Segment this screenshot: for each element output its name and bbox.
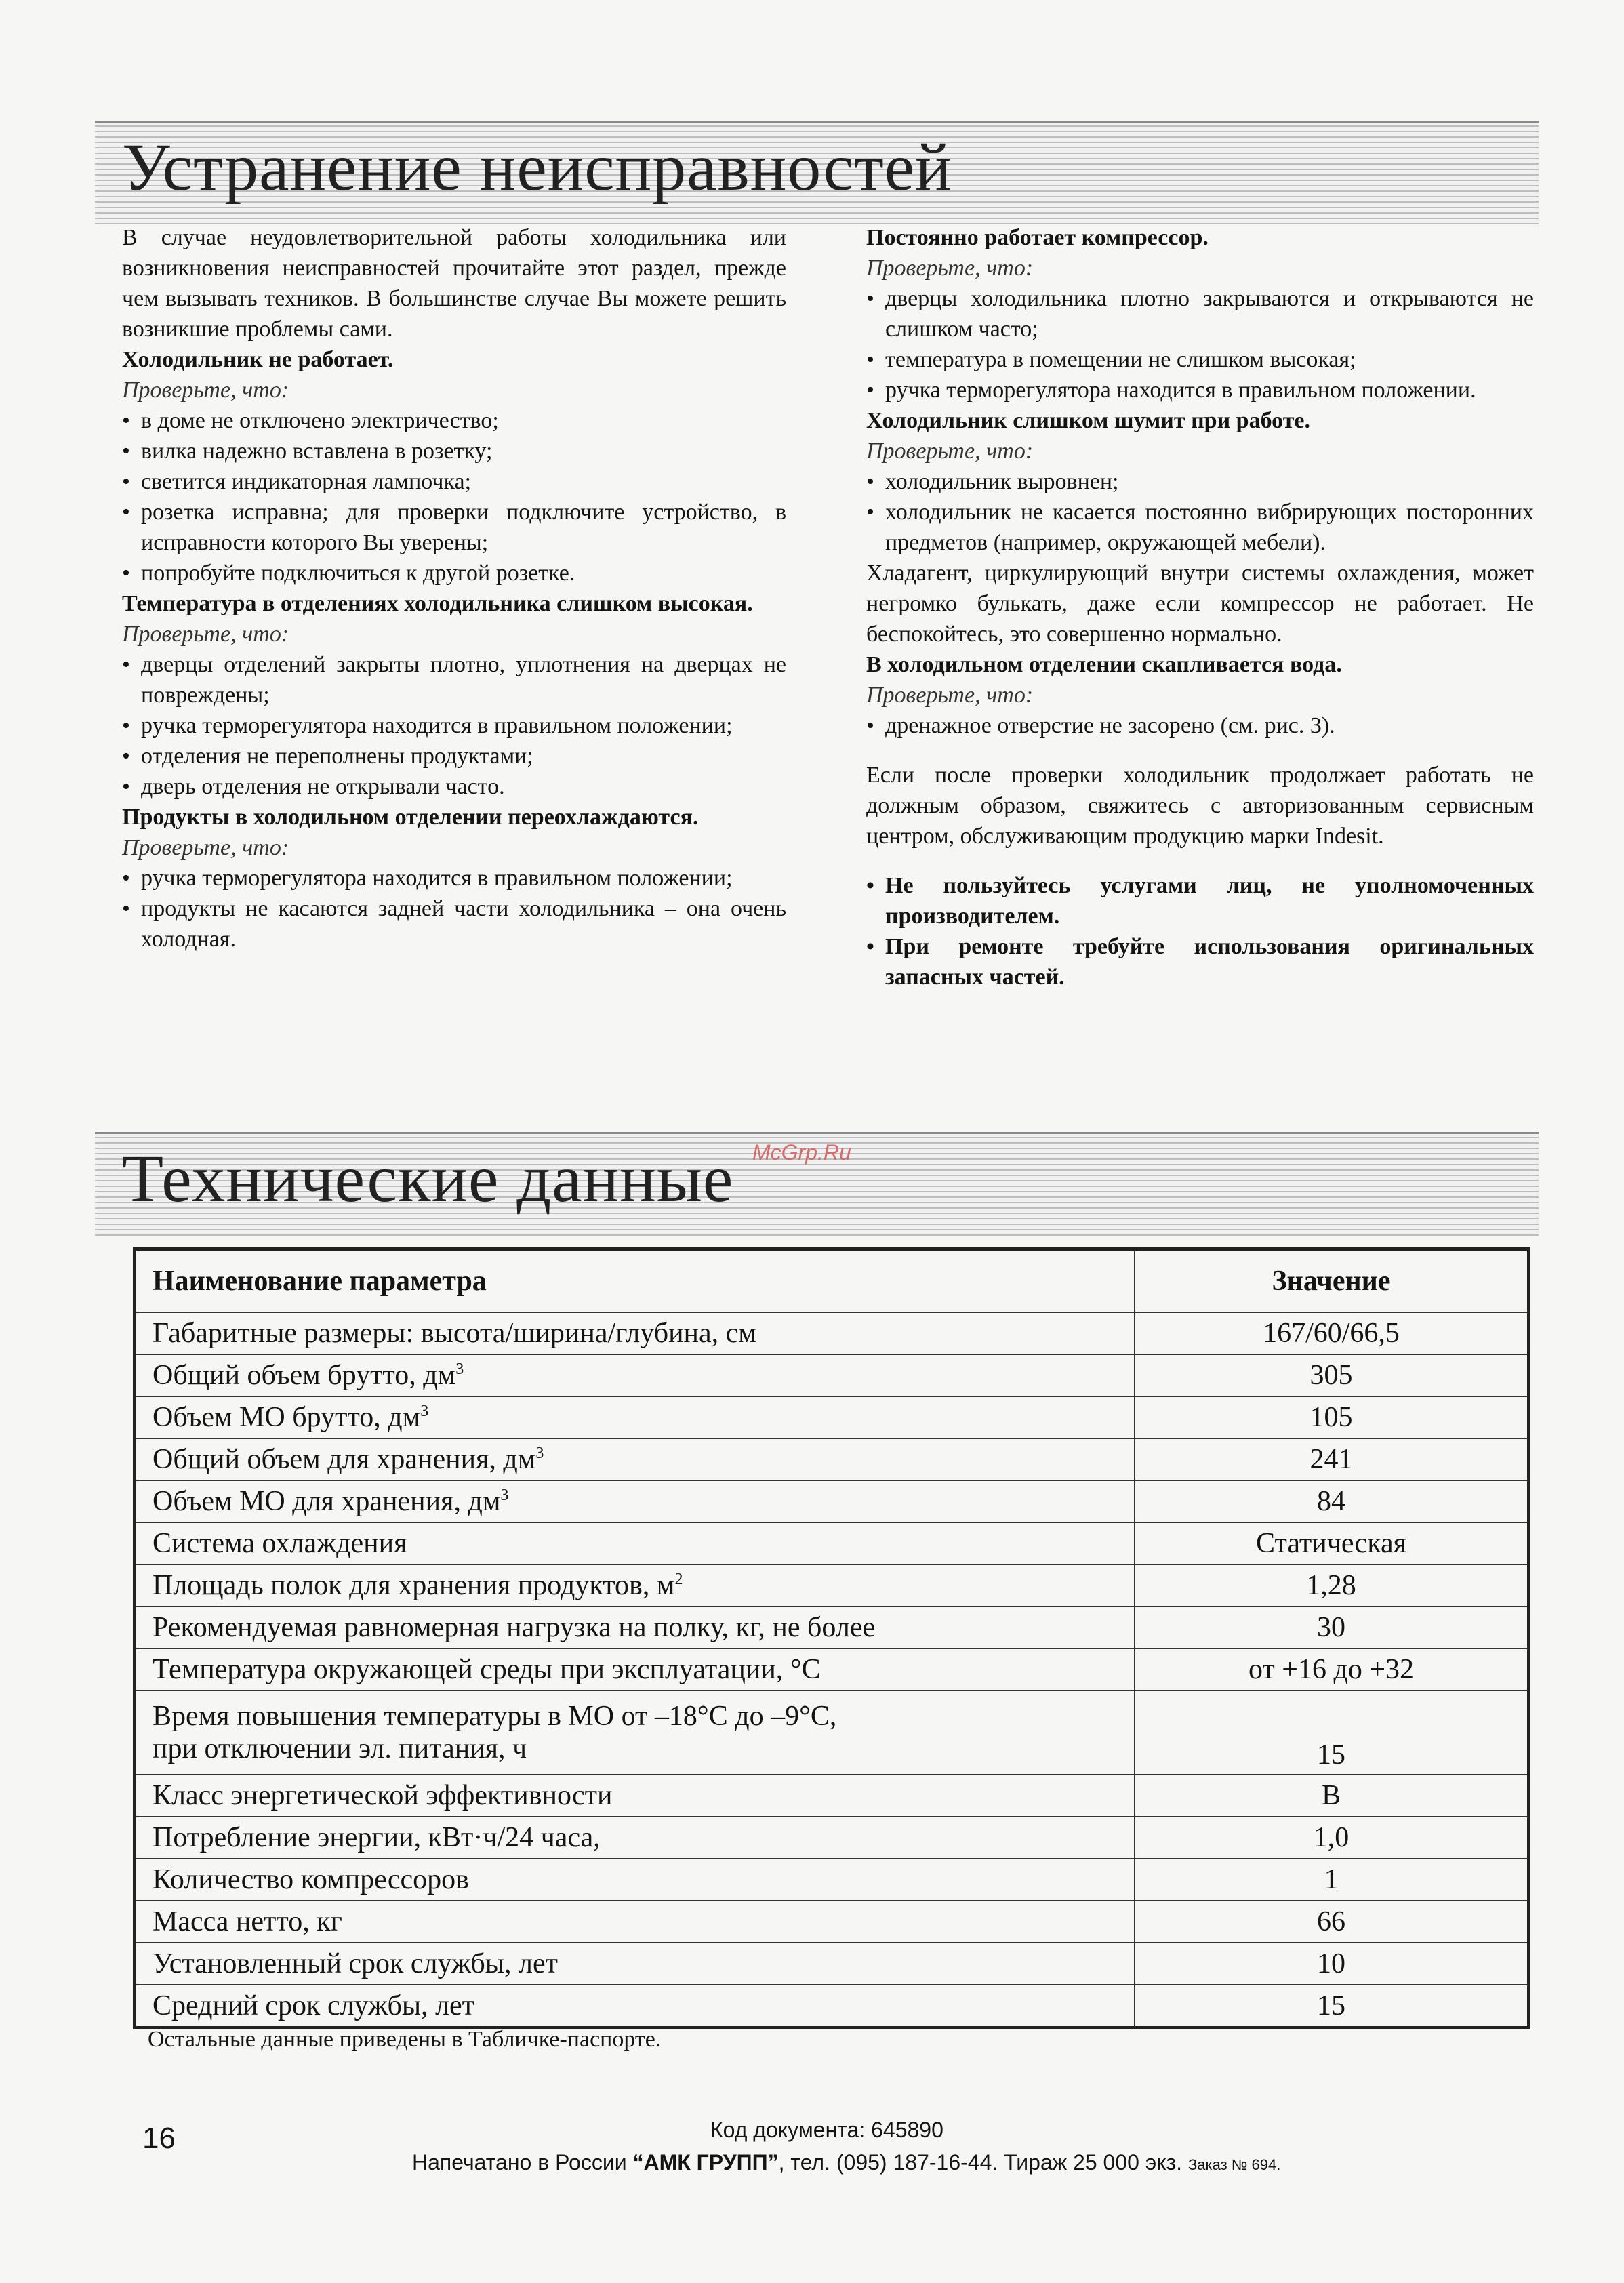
check-item: • дренажное отверстие не засорено (см. рис. 3). bbox=[866, 710, 1534, 741]
parameter-name: Площадь полок для хранения продуктов, м bbox=[153, 1570, 675, 1601]
specs-table-body bbox=[135, 1312, 1529, 2028]
check-item: • ручка терморегулятора находится в правильном положении. bbox=[866, 375, 1534, 405]
parameter-name-cell bbox=[135, 1522, 1135, 1564]
table-row bbox=[135, 1396, 1529, 1438]
parameter-unit-power: 3 bbox=[535, 1444, 544, 1462]
parameter-value: 305 bbox=[1135, 1354, 1529, 1396]
table-row bbox=[135, 1775, 1529, 1817]
table-row bbox=[135, 1901, 1529, 1943]
check-list bbox=[122, 649, 786, 802]
specs-note: Остальные данные приведены в Табличке-паспорте. bbox=[148, 2027, 662, 2052]
check-label: Проверьте, что: bbox=[122, 835, 289, 860]
parameter-name-cell bbox=[135, 1943, 1135, 1985]
check-list bbox=[866, 283, 1534, 405]
check-item: • холодильник выровнен; bbox=[866, 466, 1534, 497]
parameter-value: 84 bbox=[1135, 1480, 1529, 1522]
parameter-name: Класс энергетической эффективности bbox=[153, 1780, 613, 1811]
check-list bbox=[122, 405, 786, 588]
parameter-name: Общий объем для хранения, дм bbox=[153, 1444, 536, 1475]
problem-heading: Холодильник не работает. bbox=[122, 347, 394, 372]
parameter-value: B bbox=[1135, 1775, 1529, 1817]
parameter-name-line2: при отключении эл. питания, ч bbox=[153, 1733, 527, 1764]
check-item: • продукты не касаются задней части холодильника – она очень холодная. bbox=[122, 893, 786, 954]
table-row bbox=[135, 1817, 1529, 1859]
problem-heading: В холодильном отделении скапливается вода. bbox=[866, 652, 1342, 677]
parameter-value: 1 bbox=[1135, 1859, 1529, 1901]
parameter-name: Установленный срок службы, лет bbox=[153, 1948, 558, 1979]
parameter-name: Габаритные размеры: высота/ширина/глубина, см bbox=[153, 1318, 756, 1349]
print-organization: “АМК ГРУПП” bbox=[632, 2150, 779, 2175]
check-list bbox=[866, 466, 1534, 558]
parameter-name: Количество компрессоров bbox=[153, 1864, 469, 1895]
parameter-name-cell bbox=[135, 1859, 1135, 1901]
troubleshooting-intro: В случае неудовлетворительной работы холодильника или возникновения неисправностей прочитайте этот раздел, прежде чем вызывать техников. В большинстве случае Вы можете решить возникшие проблемы сами. bbox=[122, 225, 786, 342]
check-item: • холодильник не касается постоянно вибрирующих посторонних предметов (например, окружающей мебели). bbox=[866, 497, 1534, 558]
check-item: • дверцы холодильника плотно закрываются и открываются не слишком часто; bbox=[866, 283, 1534, 344]
table-row bbox=[135, 1985, 1529, 2028]
parameter-name-cell bbox=[135, 1312, 1135, 1354]
table-row bbox=[135, 1607, 1529, 1649]
check-label: Проверьте, что: bbox=[122, 378, 289, 403]
problem-heading: Постоянно работает компрессор. bbox=[866, 225, 1209, 250]
column-header-parameter: Наименование параметра bbox=[135, 1249, 1135, 1313]
table-row bbox=[135, 1438, 1529, 1480]
parameter-name-cell bbox=[135, 1438, 1135, 1480]
check-item: • светится индикаторная лампочка; bbox=[122, 466, 786, 497]
parameter-name: Потребление энергии, кВт·ч/24 часа, bbox=[153, 1822, 601, 1853]
parameter-name: Общий объем брутто, дм bbox=[153, 1360, 456, 1391]
parameter-unit-power: 2 bbox=[674, 1571, 683, 1588]
warning-list bbox=[866, 870, 1534, 992]
table-row bbox=[135, 1564, 1529, 1607]
parameter-name: Температура окружающей среды при эксплуатации, °С bbox=[153, 1654, 821, 1685]
check-item: • дверцы отделений закрыты плотно, уплотнения на дверцах не повреждены; bbox=[122, 649, 786, 710]
parameter-value: 241 bbox=[1135, 1438, 1529, 1480]
parameter-value: 15 bbox=[1135, 1985, 1529, 2028]
parameter-name-cell bbox=[135, 1901, 1135, 1943]
parameter-name-cell bbox=[135, 1607, 1135, 1649]
specs-title: Технические данные bbox=[122, 1141, 734, 1216]
parameter-unit-power: 3 bbox=[420, 1402, 429, 1420]
parameter-value: 30 bbox=[1135, 1607, 1529, 1649]
table-row bbox=[135, 1691, 1529, 1775]
right-sections bbox=[866, 222, 1534, 741]
parameter-value: 1,0 bbox=[1135, 1817, 1529, 1859]
parameter-name-cell bbox=[135, 1396, 1135, 1438]
check-item: • ручка терморегулятора находится в правильном положении; bbox=[122, 863, 786, 893]
check-list bbox=[122, 863, 786, 954]
parameter-name-cell bbox=[135, 1691, 1135, 1775]
problem-note: Хладагент, циркулирующий внутри системы охлаждения, может негромко булькать, даже если компрессор не работает. Не беспокойтесь, это совершенно нормально. bbox=[866, 561, 1534, 647]
parameter-name-cell bbox=[135, 1564, 1135, 1607]
print-prefix: Напечатано в России bbox=[412, 2150, 633, 2175]
check-item: • дверь отделения не открывали часто. bbox=[122, 771, 786, 802]
parameter-name: Масса нетто, кг bbox=[153, 1906, 342, 1937]
parameter-name-cell bbox=[135, 1985, 1135, 2028]
check-label: Проверьте, что: bbox=[866, 683, 1034, 708]
parameter-value: 66 bbox=[1135, 1901, 1529, 1943]
table-row bbox=[135, 1649, 1529, 1691]
parameter-name: Рекомендуемая равномерная нагрузка на полку, кг, не более bbox=[153, 1612, 876, 1643]
table-row bbox=[135, 1522, 1529, 1564]
check-list bbox=[866, 710, 1534, 741]
parameter-name: Объем МО брутто, дм bbox=[153, 1402, 421, 1433]
specs-table bbox=[133, 1247, 1530, 2029]
check-label: Проверьте, что: bbox=[866, 256, 1034, 281]
table-row bbox=[135, 1354, 1529, 1396]
problem-heading: Продукты в холодильном отделении переохлаждаются. bbox=[122, 805, 699, 830]
print-info bbox=[412, 2150, 1280, 2175]
table-row bbox=[135, 1312, 1529, 1354]
specs-header-row bbox=[135, 1249, 1529, 1313]
parameter-value: Статическая bbox=[1135, 1522, 1529, 1564]
table-row bbox=[135, 1480, 1529, 1522]
parameter-unit-power: 3 bbox=[455, 1360, 464, 1378]
check-label: Проверьте, что: bbox=[122, 622, 289, 647]
column-header-value: Значение bbox=[1135, 1249, 1529, 1313]
problem-heading: Холодильник слишком шумит при работе. bbox=[866, 408, 1310, 433]
parameter-name: Объем МО для хранения, дм bbox=[153, 1486, 501, 1517]
parameter-name-cell bbox=[135, 1354, 1135, 1396]
document-code: Код документа: 645890 bbox=[710, 2118, 943, 2142]
parameter-name: Система охлаждения bbox=[153, 1528, 407, 1559]
check-item: • ручка терморегулятора находится в правильном положении; bbox=[122, 710, 786, 741]
troubleshooting-header-band bbox=[95, 121, 1539, 224]
parameter-unit-power: 3 bbox=[500, 1487, 509, 1504]
table-row bbox=[135, 1859, 1529, 1901]
warning-item: • Не пользуйтесь услугами лиц, не уполномоченных производителем. bbox=[866, 870, 1534, 931]
parameter-value: 1,28 bbox=[1135, 1564, 1529, 1607]
warning-item: • При ремонте требуйте использования оригинальных запасных частей. bbox=[866, 931, 1534, 992]
problem-heading: Температура в отделениях холодильника слишком высокая. bbox=[122, 591, 753, 616]
check-item: • розетка исправна; для проверки подключите устройство, в исправности которого Вы уверены; bbox=[122, 497, 786, 558]
print-details: , тел. (095) 187-16-44. Тираж 25 000 экз. bbox=[778, 2150, 1188, 2175]
service-note: Если после проверки холодильник продолжает работать не должным образом, свяжитесь с авторизованным сервисным центром, обслуживающим продукцию марки Indesit. bbox=[866, 763, 1534, 849]
parameter-name-cell bbox=[135, 1775, 1135, 1817]
parameter-value: 167/60/66,5 bbox=[1135, 1312, 1529, 1354]
troubleshooting-right-column bbox=[866, 222, 1534, 992]
parameter-name-cell bbox=[135, 1649, 1135, 1691]
parameter-name: Средний срок службы, лет bbox=[153, 1990, 475, 2021]
check-item: • отделения не переполнены продуктами; bbox=[122, 741, 786, 771]
table-row bbox=[135, 1943, 1529, 1985]
parameter-value: 105 bbox=[1135, 1396, 1529, 1438]
left-sections bbox=[122, 344, 786, 954]
parameter-value: 10 bbox=[1135, 1943, 1529, 1985]
parameter-value: от +16 до +32 bbox=[1135, 1649, 1529, 1691]
check-item: • в доме не отключено электричество; bbox=[122, 405, 786, 436]
watermark: McGrp.Ru bbox=[752, 1140, 851, 1165]
troubleshooting-left-column bbox=[122, 222, 786, 954]
check-item: • попробуйте подключиться к другой розетке. bbox=[122, 558, 786, 588]
check-label: Проверьте, что: bbox=[866, 439, 1034, 464]
parameter-value: 15 bbox=[1135, 1691, 1529, 1775]
check-item: • температура в помещении не слишком высокая; bbox=[866, 344, 1534, 375]
order-number: Заказ № 694. bbox=[1187, 2156, 1281, 2173]
troubleshooting-title: Устранение неисправностей bbox=[122, 129, 952, 205]
parameter-name-cell bbox=[135, 1817, 1135, 1859]
parameter-name-cell bbox=[135, 1480, 1135, 1522]
parameter-name: Время повышения температуры в МО от –18°С до –9°С, bbox=[153, 1701, 837, 1732]
page-number: 16 bbox=[142, 2122, 176, 2155]
check-item: • вилка надежно вставлена в розетку; bbox=[122, 436, 786, 466]
